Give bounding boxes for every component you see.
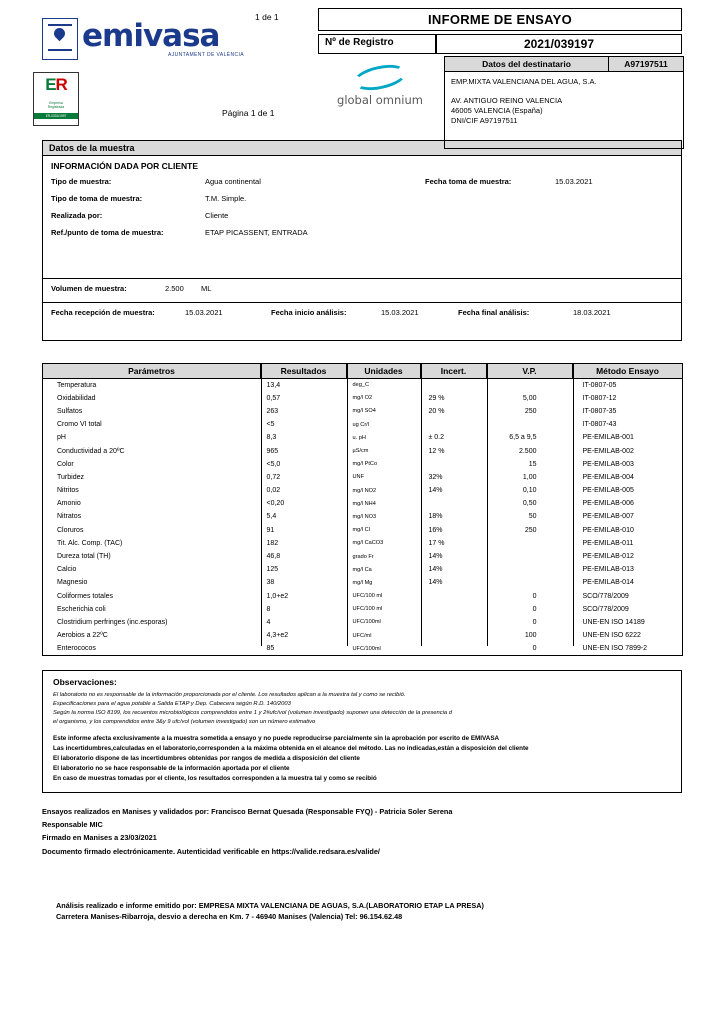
- table-cell: 8: [266, 605, 271, 613]
- table-row: [43, 510, 683, 523]
- global-omnium-text: global omnium: [337, 93, 423, 107]
- table-cell: µS/cm: [352, 448, 369, 455]
- table-cell: 13,4: [266, 381, 281, 389]
- sample-row: [43, 194, 681, 205]
- col-header-parametros: Parámetros: [43, 364, 261, 379]
- table-cell: 100: [524, 632, 537, 640]
- observations-bold-line: El laboratorio no se hace responsable de la información aportada por el cliente: [53, 765, 290, 773]
- table-cell: Cloruros: [57, 526, 84, 534]
- table-column-divider: [487, 363, 488, 646]
- sample-row: [43, 228, 681, 239]
- table-cell: 91: [266, 526, 275, 534]
- table-cell: [421, 616, 487, 629]
- results-table: [42, 363, 683, 656]
- table-row: [43, 458, 683, 471]
- table-cell: 46,8: [266, 553, 281, 561]
- table-row: [43, 431, 683, 444]
- sample-field-label: Tipo de toma de muestra:: [51, 194, 143, 203]
- table-cell: mg/l CaCO3: [352, 540, 384, 547]
- table-row: [43, 576, 683, 589]
- table-cell: mg/l O2: [352, 395, 373, 402]
- table-cell: 0,50: [522, 500, 537, 508]
- table-column-divider: [573, 363, 574, 646]
- signature-line-1: Ensayos realizados en Manises y validados por: Francisco Bernat Quesada (Responsable FYQ) - Patricia Soler Serena: [42, 807, 453, 817]
- table-row: [43, 444, 683, 457]
- end-date-value: 18.03.2021: [573, 308, 611, 317]
- table-cell: Clostridium perfringes (inc.esporas): [57, 618, 168, 626]
- table-cell: PE-EMILAB-003: [582, 460, 634, 468]
- start-date-value: 15.03.2021: [381, 308, 419, 317]
- observations-bold: [53, 734, 671, 784]
- er-seal-code: ER-0331/1997: [34, 113, 78, 119]
- table-cell: mg/l NH4: [352, 500, 376, 507]
- table-cell: ± 0.2: [428, 434, 445, 442]
- table-cell: Color: [57, 460, 74, 468]
- table-column-divider: [421, 363, 422, 646]
- table-row: [43, 418, 683, 431]
- table-cell: 8,3: [266, 434, 277, 442]
- title-block: [318, 8, 682, 54]
- observations-bold-line: Este informe afecta exclusivamente a la muestra sometida a ensayo y no puede reproducirse parcialmente sin la aprobación por escrito de EMIVASA: [53, 734, 500, 742]
- col-header-metodo: Método Ensayo: [573, 364, 683, 379]
- table-cell: Magnesio: [57, 579, 88, 587]
- table-cell: 14%: [428, 487, 443, 495]
- table-cell: Tit. Alc. Comp. (TAC): [57, 539, 123, 547]
- table-cell: 1,00: [522, 473, 537, 481]
- table-row: [43, 524, 683, 537]
- sample-divider: [43, 278, 681, 279]
- registration-row: [318, 34, 682, 54]
- table-cell: Dureza total (TH): [57, 553, 111, 561]
- table-cell: PE-EMILAB-006: [582, 500, 634, 508]
- recipient-block: [444, 56, 684, 149]
- col-header-incert: Incert.: [421, 364, 487, 379]
- table-cell: PE-EMILAB-007: [582, 513, 634, 521]
- table-cell: [421, 603, 487, 616]
- table-cell: 0,02: [266, 487, 281, 495]
- table-cell: PE-EMILAB-004: [582, 473, 634, 481]
- table-cell: Turbidez: [57, 473, 84, 481]
- table-cell: PE-EMILAB-013: [582, 566, 634, 574]
- footer-line-2: Carretera Manises-Ribarroja, desvio a derecha en Km. 7 - 46940 Manises (Valencia) Tel: 96.154.62.48: [56, 912, 403, 922]
- sample-section-title: Datos de la muestra: [42, 140, 682, 156]
- table-cell: mg/l Ca: [352, 566, 372, 573]
- signature-line-2: Responsable MIC: [42, 820, 103, 830]
- er-letter-r: R: [55, 75, 67, 94]
- col-header-unidades: Unidades: [347, 364, 421, 379]
- table-column-divider: [261, 363, 262, 646]
- table-cell: PE-EMILAB-011: [582, 539, 634, 547]
- document-title: INFORME DE ENSAYO: [318, 8, 682, 31]
- footer-line-1: Análisis realizado e informe emitido por: EMPRESA MIXTA VALENCIANA DE AGUAS, S.A.(LABORATORIO ETAP LA PRESA): [56, 900, 484, 910]
- table-cell: 4: [266, 618, 271, 626]
- table-cell: <5: [266, 421, 275, 429]
- table-cell: IT-0807-43: [582, 421, 617, 429]
- table-cell: PE-EMILAB-001: [582, 434, 634, 442]
- swoosh-icon: [351, 61, 409, 95]
- emivasa-logo-subtitle: AJUNTAMENT DE VALÈNCIA: [168, 52, 245, 58]
- table-cell: 182: [266, 539, 279, 547]
- document-header: [0, 0, 724, 140]
- er-letter-e: E: [45, 75, 56, 94]
- signature-block: [42, 805, 682, 858]
- table-cell: [487, 418, 573, 431]
- table-cell: Enterococos: [57, 645, 96, 653]
- table-row: [43, 590, 683, 603]
- table-cell: 29 %: [428, 394, 445, 402]
- table-cell: UNE-EN ISO 14189: [582, 618, 645, 626]
- table-cell: IT-0807-12: [582, 394, 617, 402]
- table-cell: UNF: [352, 474, 364, 481]
- results-body: [43, 379, 683, 656]
- table-cell: 0: [532, 605, 537, 613]
- table-cell: 5,4: [266, 513, 277, 521]
- table-row: [43, 603, 683, 616]
- table-cell: 32%: [428, 473, 443, 481]
- observations-italic-line: El laboratorio no es responsable de la información proporcionada por el cliente. Los resultados aplican a la muestra tal y como se recibió.: [53, 691, 406, 698]
- sample-field-value: Cliente: [205, 211, 229, 220]
- emivasa-logo-text: emivasa: [82, 18, 220, 54]
- table-cell: Temperatura: [57, 381, 97, 389]
- observations-bold-line: El laboratorio dispone de las incertidumbres obtenidas por rangos de medida a disposición del cliente: [53, 755, 360, 762]
- table-cell: 50: [528, 513, 537, 521]
- table-cell: 38: [266, 579, 275, 587]
- sample-field-label: Tipo de muestra:: [51, 177, 112, 186]
- table-cell: SCO/778/2009: [582, 605, 629, 613]
- table-cell: Oxidabilidad: [57, 394, 96, 402]
- table-cell: 6,5 a 9,5: [509, 434, 537, 442]
- table-cell: 0: [532, 592, 537, 600]
- sample-subtitle: INFORMACIÓN DADA POR CLIENTE: [51, 161, 199, 171]
- table-cell: 263: [266, 407, 279, 415]
- observations-box: [42, 670, 682, 793]
- table-cell: 4,3+e2: [266, 632, 289, 640]
- table-cell: 85: [266, 645, 275, 653]
- emivasa-shield-icon: [42, 18, 78, 60]
- observations-bold-line: En caso de muestras tomadas por el cliente, los resultados corresponden a la muestra tal y como se recibió: [53, 775, 377, 783]
- table-cell: 2.500: [518, 447, 537, 455]
- table-row: [43, 642, 683, 655]
- document-footer: [56, 900, 682, 923]
- table-cell: Nitritos: [57, 487, 79, 495]
- signature-line-4: Documento firmado electrónicamente. Autenticidad verificable en https://valide.redsara.es/valide/: [42, 846, 380, 856]
- table-cell: 17 %: [428, 539, 445, 547]
- sample-data-box: [42, 156, 682, 341]
- table-cell: mg/l PtCo: [352, 461, 378, 468]
- sample-field-value: ETAP PICASSENT, ENTRADA: [205, 228, 308, 237]
- table-cell: 16%: [428, 526, 443, 534]
- start-date-label: Fecha inicio análisis:: [271, 308, 347, 317]
- sample-field-label: Ref./punto de toma de muestra:: [51, 228, 164, 237]
- table-cell: [487, 550, 573, 563]
- signature-line-3: Firmado en Manises a 23/03/2021: [42, 833, 157, 843]
- er-seal-letters: [34, 75, 78, 95]
- table-cell: 12 %: [428, 447, 445, 455]
- table-cell: UNE-EN ISO 7899-2: [582, 645, 648, 653]
- table-row: [43, 484, 683, 497]
- registration-label: Nº de Registro: [319, 35, 437, 53]
- table-cell: UFC/ml: [352, 632, 372, 639]
- table-cell: grado Fr: [352, 553, 374, 560]
- table-cell: mg/l SO4: [352, 408, 376, 415]
- results-header-row: [43, 364, 683, 379]
- reception-date-label: Fecha recepción de muestra:: [51, 308, 155, 317]
- table-cell: 0,57: [266, 394, 281, 402]
- table-cell: [421, 629, 487, 642]
- table-cell: 20 %: [428, 407, 445, 415]
- table-cell: <5,0: [266, 460, 281, 468]
- sample-field-value: Agua continental: [205, 177, 261, 186]
- page-label: Página 1 de 1: [222, 108, 275, 118]
- table-cell: Coliformes totales: [57, 592, 114, 600]
- table-row: [43, 616, 683, 629]
- table-cell: <0,20: [266, 500, 285, 508]
- table-cell: [421, 497, 487, 510]
- table-cell: [421, 642, 487, 655]
- volume-value: 2.500: [165, 284, 184, 293]
- table-cell: Calcio: [57, 566, 77, 574]
- table-cell: mg/l NO3: [352, 513, 377, 520]
- sample-divider: [43, 302, 681, 303]
- table-cell: [421, 418, 487, 431]
- table-cell: Escherichia coli: [57, 605, 106, 613]
- table-cell: PE-EMILAB-002: [582, 447, 634, 455]
- observations-title: Observaciones:: [53, 676, 117, 687]
- table-cell: IT-0807-35: [582, 407, 617, 415]
- table-cell: 14%: [428, 566, 443, 574]
- table-cell: 15: [528, 460, 537, 468]
- recipient-title: Datos del destinatario: [482, 59, 571, 69]
- er-seal-line2: Registrada: [47, 105, 65, 110]
- table-cell: UFC/100ml: [352, 645, 381, 652]
- table-row: [43, 550, 683, 563]
- table-cell: PE-EMILAB-005: [582, 487, 634, 495]
- table-cell: UNE-EN ISO 6222: [582, 632, 641, 640]
- table-cell: UFC/100ml: [352, 619, 381, 626]
- table-row: [43, 471, 683, 484]
- table-cell: Aerobios a 22ºC: [57, 632, 108, 640]
- registration-value: 2021/039197: [523, 37, 595, 51]
- table-cell: pH: [57, 434, 66, 442]
- table-cell: Conductividad a 20ºC: [57, 447, 125, 455]
- table-cell: Nitratos: [57, 513, 82, 521]
- table-cell: [487, 563, 573, 576]
- sample-row: [43, 211, 681, 222]
- table-cell: 250: [524, 526, 537, 534]
- recipient-address: AV. ANTIGUO REINO VALENCIA: [451, 96, 563, 106]
- table-row: [43, 392, 683, 405]
- table-cell: 125: [266, 566, 279, 574]
- table-cell: 0,10: [522, 487, 537, 495]
- empresa-registrada-seal: [33, 72, 79, 126]
- results-table-wrap: [0, 363, 724, 656]
- table-cell: [421, 379, 487, 392]
- table-cell: [487, 576, 573, 589]
- table-row: [43, 497, 683, 510]
- table-cell: 1,0+e2: [266, 592, 289, 600]
- table-cell: ug Cr/l: [352, 421, 369, 428]
- table-row: [43, 405, 683, 418]
- table-cell: IT-0807-05: [582, 381, 617, 389]
- col-header-resultados: Resultados: [261, 364, 347, 379]
- sample-date-label: Fecha toma de muestra:: [425, 177, 512, 186]
- sample-date-value: 15.03.2021: [555, 177, 593, 186]
- table-row: [43, 379, 683, 392]
- observations-italic-line: el organismo, y los comprendidos entre 3&y 9 ufc/vol (volumen investigado) son un número estimativo: [53, 718, 316, 725]
- page-count: 1 de 1: [255, 12, 279, 22]
- end-date-label: Fecha final análisis:: [458, 308, 530, 317]
- recipient-body: [445, 72, 683, 148]
- table-cell: PE-EMILAB-014: [582, 579, 634, 587]
- table-cell: mg/l NO2: [352, 487, 377, 494]
- table-cell: 0: [532, 618, 537, 626]
- table-cell: [487, 379, 573, 392]
- table-cell: 14%: [428, 579, 443, 587]
- table-cell: mg/l Cl: [352, 527, 370, 534]
- recipient-header: [445, 57, 683, 72]
- observations-bold-line: Las incertidumbres,calculadas en el laboratorio,corresponden a la máxima obtenida en el alcance del método. Las no indicadas,están a disposición del cliente: [53, 744, 529, 752]
- recipient-name: EMP.MIXTA VALENCIANA DEL AGUA, S.A.: [451, 77, 597, 86]
- observations-italic-line: Según la norma ISO 8199, los recuentos microbiológicos comprendidos entre 1 y 2#ufc/vol (volumen investigado) suponen una detección de la presencia d: [53, 709, 452, 716]
- table-cell: u. pH: [352, 434, 366, 441]
- sample-field-value: T.M. Simple.: [205, 194, 247, 203]
- table-cell: Cromo VI total: [57, 421, 102, 429]
- table-cell: UFC/100 ml: [352, 606, 383, 613]
- table-cell: PE-EMILAB-012: [582, 553, 634, 561]
- table-cell: SCO/778/2009: [582, 592, 629, 600]
- table-cell: mg/l Mg: [352, 579, 373, 586]
- er-seal-line1: Empresa: [49, 101, 63, 105]
- table-cell: 18%: [428, 513, 443, 521]
- table-row: [43, 537, 683, 550]
- table-cell: [421, 458, 487, 471]
- table-cell: [487, 537, 573, 550]
- volume-label: Volumen de muestra:: [51, 284, 127, 293]
- table-cell: Sulfatos: [57, 407, 83, 415]
- table-cell: UFC/100 ml: [352, 593, 383, 600]
- table-cell: [421, 590, 487, 603]
- table-row: [43, 563, 683, 576]
- table-cell: 250: [524, 407, 537, 415]
- reception-date-value: 15.03.2021: [185, 308, 223, 317]
- observations-italic: [53, 691, 671, 727]
- col-header-vp: V.P.: [487, 364, 573, 379]
- table-cell: 5,00: [522, 394, 537, 402]
- table-cell: deg_C: [352, 382, 369, 389]
- recipient-dni: DNI/CIF A97197511: [451, 116, 518, 126]
- observations-italic-line: Especificaciones para el agua potable a Salida ETAP y Dep. Cabecera según R.D. 140/2003: [53, 700, 291, 707]
- table-row: [43, 629, 683, 642]
- emivasa-logo: [42, 18, 247, 60]
- table-cell: 965: [266, 447, 279, 455]
- table-cell: Amonio: [57, 500, 81, 508]
- table-cell: 0: [532, 645, 537, 653]
- table-cell: PE-EMILAB-010: [582, 526, 634, 534]
- table-column-divider: [347, 363, 348, 646]
- sample-row: [43, 177, 681, 188]
- global-omnium-logo: [320, 66, 440, 107]
- recipient-code: A97197511: [608, 57, 683, 71]
- table-cell: 0,72: [266, 473, 281, 481]
- table-cell: 14%: [428, 553, 443, 561]
- recipient-city: 46005 VALENCIA (España): [451, 106, 543, 116]
- sample-field-label: Realizada por:: [51, 211, 103, 220]
- volume-unit: ML: [201, 284, 212, 293]
